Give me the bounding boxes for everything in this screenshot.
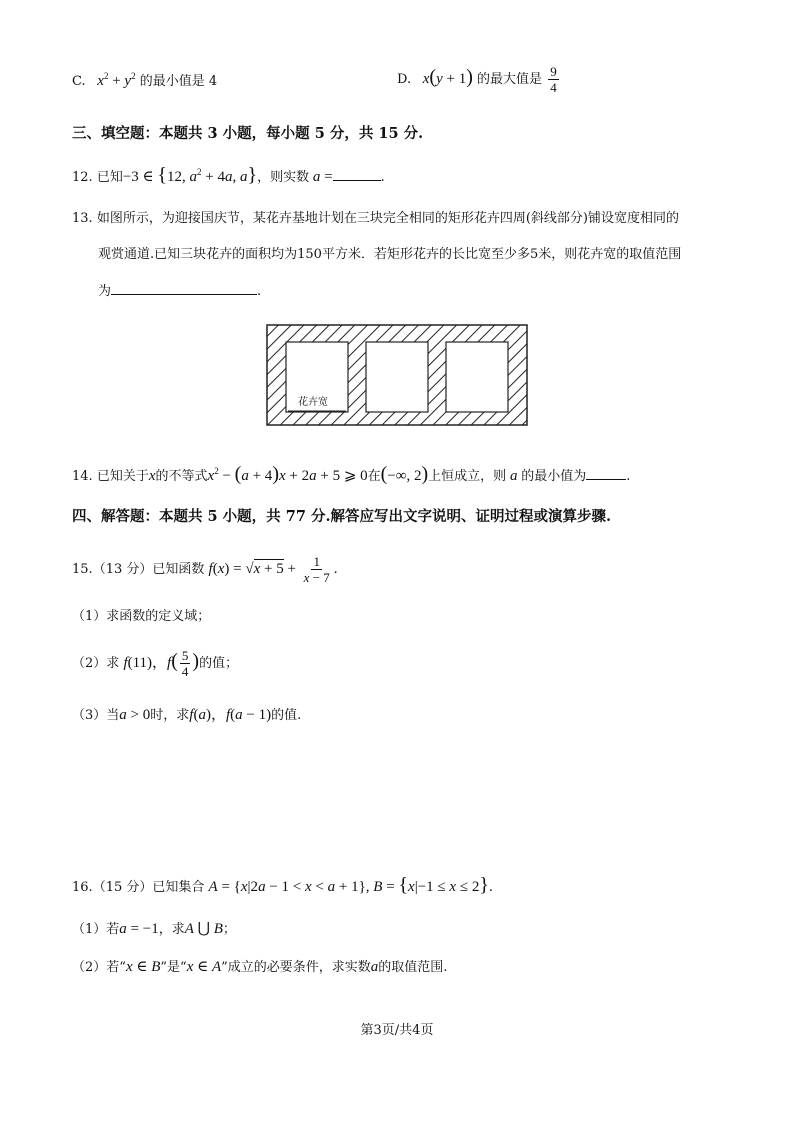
page-footer: 第3页/共4页	[360, 1023, 434, 1038]
q15-intro: 已知函数	[152, 561, 205, 577]
option-c-text: 的最小值是 4	[139, 74, 218, 89]
q14-mid1: 的不等式	[155, 469, 208, 484]
option-d-fraction	[548, 64, 559, 95]
option-c-expression: $x^2 + y^2$	[97, 71, 136, 89]
option-c-label: C.	[72, 74, 86, 89]
q12-pre: 已知	[96, 170, 123, 185]
q16-part2-text-d: 的取值范围.	[378, 960, 448, 975]
q15-function: f(x) = √x + 5 + $\frac{1}{x - 7}$ .	[208, 554, 338, 585]
q15-part1-text: 求函数的定义域；	[106, 609, 211, 624]
section-4-heading: 四、解答题：本题共 5 小题，共 77 分.解答应写出文字说明、证明过程或演算步骤.	[72, 508, 612, 525]
q14-mid2: 在	[367, 469, 381, 484]
question-15	[72, 554, 338, 585]
q14-number: 14.	[72, 469, 93, 484]
q16-sets: A = {x|2a − 1 < x < a + 1}, B = {x|−1 ≤ x ≤ 2}.	[208, 874, 493, 896]
q16-part1-label: （1）	[72, 922, 107, 937]
q13-line3-pre: 为	[98, 284, 112, 299]
q12-number: 12.	[72, 170, 93, 185]
q15-part3-post: 的值.	[271, 708, 302, 723]
flower-bed-3	[446, 342, 508, 412]
option-d-denominator: 4	[550, 80, 557, 95]
q15-part2-post: 的值；	[199, 655, 239, 671]
q16-part1-union: A ⋃ B	[184, 921, 223, 937]
q16-part1-mid: ，求	[158, 922, 185, 937]
q16-part2-text-b: ”是“	[160, 960, 187, 975]
q15-part3-pre: 当	[106, 708, 120, 723]
q15-part3-condition: a > 0	[119, 707, 151, 723]
q16-score: （15 分）	[92, 880, 153, 895]
option-c	[72, 72, 217, 91]
q15-part2-expressions: f(11)，f( $\frac{5}{4}$ )	[123, 648, 200, 679]
q14-pre: 已知关于	[96, 469, 149, 484]
q13-number: 13.	[72, 211, 93, 226]
option-d-text: 的最大值是	[477, 72, 543, 87]
question-16	[72, 876, 493, 897]
q15-number: 15.	[72, 561, 93, 577]
q14-mid3: 上恒成立，则	[428, 469, 507, 484]
q15-part3-expressions: f(a)，f(a − 1)	[189, 707, 272, 723]
q13-figure-label: 花卉宽	[298, 397, 328, 408]
q12-variable: a	[309, 169, 321, 185]
q16-part1-pre: 若	[106, 922, 120, 937]
section-3-heading: 三、填空题：本题共 3 小题，每小题 5 分，共 15 分.	[72, 125, 424, 142]
q13-figure	[266, 324, 528, 426]
q13-line1-text: 如图所示，为迎接国庆节，某花卉基地计划在三块完全相同的矩形花卉四周(斜线部分)铺设宽度相同的	[96, 211, 679, 226]
q14-end: .	[626, 469, 631, 484]
q13-line1	[72, 210, 679, 228]
q15-part2-pre: 求	[106, 655, 120, 671]
q13-line2-text: 观赏通道.已知三块花卉的面积均为150平方米．若矩形花卉的长比宽至少多5米，则花卉宽的取值范围	[98, 247, 682, 262]
q12-eq: =	[320, 169, 333, 185]
q14-param: a	[506, 468, 522, 484]
q14-inequality: $x^2 - (a + 4)x + 2a + 5$ ⩾ 0	[207, 463, 368, 485]
q15-part3-label: （3）	[72, 708, 107, 723]
question-12	[72, 166, 385, 187]
q16-number: 16.	[72, 880, 93, 895]
q13-line3	[98, 283, 261, 301]
q15-part1-label: （1）	[72, 609, 107, 624]
q14-answer-blank[interactable]	[586, 479, 626, 480]
q16-part2-label: （2）	[72, 960, 107, 975]
q16-part1-condition: a = −1	[119, 921, 159, 937]
q15-part3	[72, 706, 301, 725]
q15-part2-label: （2）	[72, 655, 107, 671]
option-d-label: D.	[397, 72, 412, 87]
q16-intro: 已知集合	[152, 880, 205, 895]
q16-part1	[72, 920, 236, 939]
q14-var: x	[148, 468, 156, 484]
q14-mid4: 的最小值为	[521, 469, 587, 484]
q12-mid: ，则实数	[257, 170, 310, 185]
q16-part1-end: ；	[222, 922, 236, 937]
q15-part2	[72, 648, 238, 679]
q15-score: （13 分）	[92, 561, 153, 577]
q12-answer-blank[interactable]	[333, 180, 381, 181]
q15-part3-mid: 时，求	[150, 708, 190, 723]
q13-answer-blank[interactable]	[111, 294, 257, 295]
q16-part2-text-c: ”成立的必要条件，求实数	[221, 960, 371, 975]
option-d-expression: x(y + 1)	[422, 66, 473, 88]
q15-part1	[72, 608, 210, 626]
q12-set-expression: −3 ∈ {12, $a^2 + 4a$, a}	[122, 164, 258, 186]
flower-bed-2	[366, 342, 428, 412]
q16-part2-x-in-a: x ∈ A	[186, 959, 222, 975]
question-14	[72, 465, 630, 486]
q16-part2	[72, 958, 447, 977]
option-d	[397, 64, 561, 95]
q12-end: .	[380, 170, 385, 185]
q16-part2-var: a	[370, 959, 379, 975]
q16-part2-x-in-b: x ∈ B	[125, 959, 161, 975]
q13-line3-end: .	[257, 284, 262, 299]
option-d-numerator: 9	[550, 64, 557, 79]
q14-interval: (−∞, 2)	[380, 463, 429, 485]
q16-part2-text-a: 若“	[106, 960, 126, 975]
